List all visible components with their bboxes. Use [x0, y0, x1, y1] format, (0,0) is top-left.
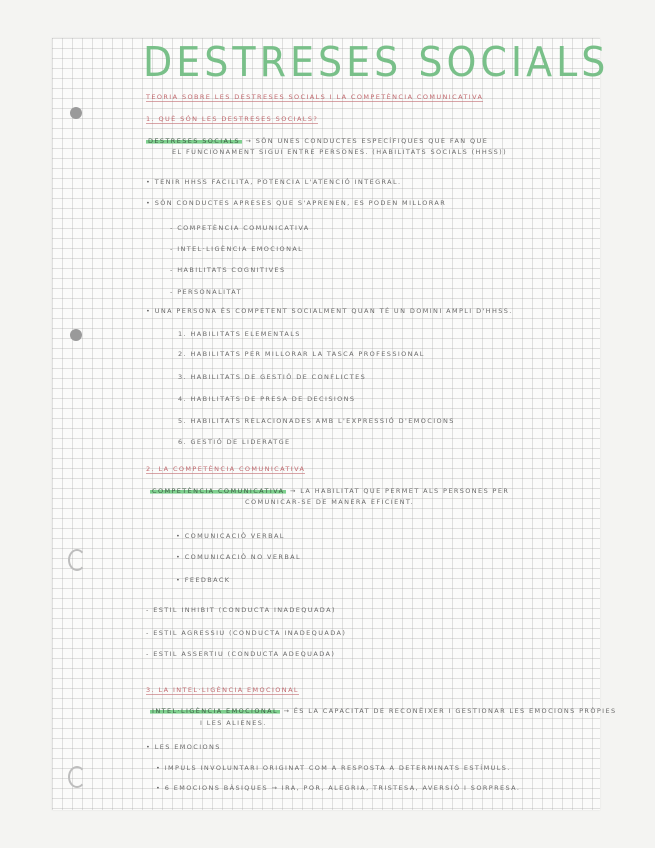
section-2-heading: 2. LA COMPETÈNCIA COMUNICATIVA	[146, 465, 306, 473]
definition-text: → LA HABILITAT QUE PERMET ALS PERSONES PER	[289, 487, 510, 495]
sub-item: • FEEDBACK	[176, 576, 231, 584]
binder-hole	[70, 107, 82, 119]
binder-hole	[68, 766, 86, 788]
sub-item: • COMUNICACIÓ VERBAL	[176, 532, 285, 540]
definition-1	[146, 137, 488, 145]
bullet: • TENIR HHSS FACILITA, POTENCIA L'ATENCIÓ INTEGRAL.	[146, 178, 402, 186]
sub-item: - INTEL·LIGÈNCIA EMOCIONAL	[170, 245, 304, 253]
definition-2	[150, 487, 509, 495]
numbered-item: 5. HABILITATS RELACIONADES AMB L'EXPRESSIÓ D'EMOCIONS	[178, 417, 455, 425]
sub-item: - COMPETÈNCIA COMUNICATIVA	[170, 224, 310, 232]
style-item: - ESTIL INHIBIT (CONDUCTA INADEQUADA)	[146, 606, 336, 614]
section-3-heading: 3. LA INTEL·LIGÈNCIA EMOCIONAL	[146, 686, 299, 694]
binder-hole	[70, 329, 82, 341]
highlighted-term: COMPETÈNCIA COMUNICATIVA	[152, 487, 285, 495]
numbered-item: 2. HABILITATS PER MILLORAR LA TASCA PROFESSIONAL	[178, 350, 425, 358]
numbered-item: 6. GESTIÓ DE LIDERATGE	[178, 438, 291, 446]
definition-text: → ÉS LA CAPACITAT DE RECONÈIXER I GESTIONAR LES EMOCIONS PRÒPIES	[283, 707, 617, 715]
binder-hole	[68, 549, 86, 571]
highlighted-term: INTEL·LIGÈNCIA EMOCIONAL	[152, 707, 278, 715]
highlighted-term: DESTRESES SOCIALS	[148, 137, 240, 145]
numbered-item: 1. HABILITATS ELEMENTALS	[178, 330, 301, 338]
page-subtitle: TEORIA SOBRE LES DESTRESES SOCIALS I LA COMPETÈNCIA COMUNICATIVA	[146, 93, 484, 101]
sub-item: - HABILITATS COGNITIVES	[170, 266, 286, 274]
definition-3	[150, 707, 617, 715]
sub-item: • COMUNICACIÓ NO VERBAL	[176, 553, 302, 561]
sub-item: • 6 EMOCIONS BÀSIQUES → IRA, POR, ALEGRIA, TRISTESA, AVERSIÓ I SORPRESA.	[156, 784, 521, 792]
definition-3-cont: I LES ALIENES.	[200, 719, 267, 727]
definition-1-cont: EL FUNCIONAMENT SIGUI ENTRE PERSONES. (HABILITATS SOCIALS (HHSS))	[172, 148, 508, 156]
numbered-item: 3. HABILITATS DE GESTIÓ DE CONFLICTES	[178, 373, 367, 381]
numbered-item: 4. HABILITATS DE PRESA DE DECISIONS	[178, 395, 356, 403]
bullet: • LES EMOCIONS	[146, 743, 221, 751]
section-1-heading: 1. QUÈ SÓN LES DESTRESES SOCIALS?	[146, 115, 319, 123]
definition-2-cont: COMUNICAR-SE DE MANERA EFICIENT.	[245, 498, 414, 506]
page-title: DESTRESES SOCIALS	[143, 38, 610, 86]
style-item: - ESTIL ASSERTIU (CONDUCTA ADEQUADA)	[146, 650, 336, 658]
bullet: • SÓN CONDUCTES APRESES QUE S'APRENEN, ES PODEN MILLORAR	[146, 199, 447, 207]
definition-text: → SÓN UNES CONDUCTES ESPECÍFIQUES QUE FAN QUE	[245, 137, 489, 145]
style-item: - ESTIL AGRESSIU (CONDUCTA INADEQUADA)	[146, 629, 347, 637]
sub-item: • IMPULS INVOLUNTARI ORIGINAT COM A RESPOSTA A DETERMINATS ESTÍMULS.	[156, 764, 511, 772]
sub-item: - PERSONALITAT	[170, 288, 243, 296]
bullet: • UNA PERSONA ÉS COMPETENT SOCIALMENT QUAN TÉ UN DOMINI AMPLI D'HHSS.	[146, 307, 513, 315]
